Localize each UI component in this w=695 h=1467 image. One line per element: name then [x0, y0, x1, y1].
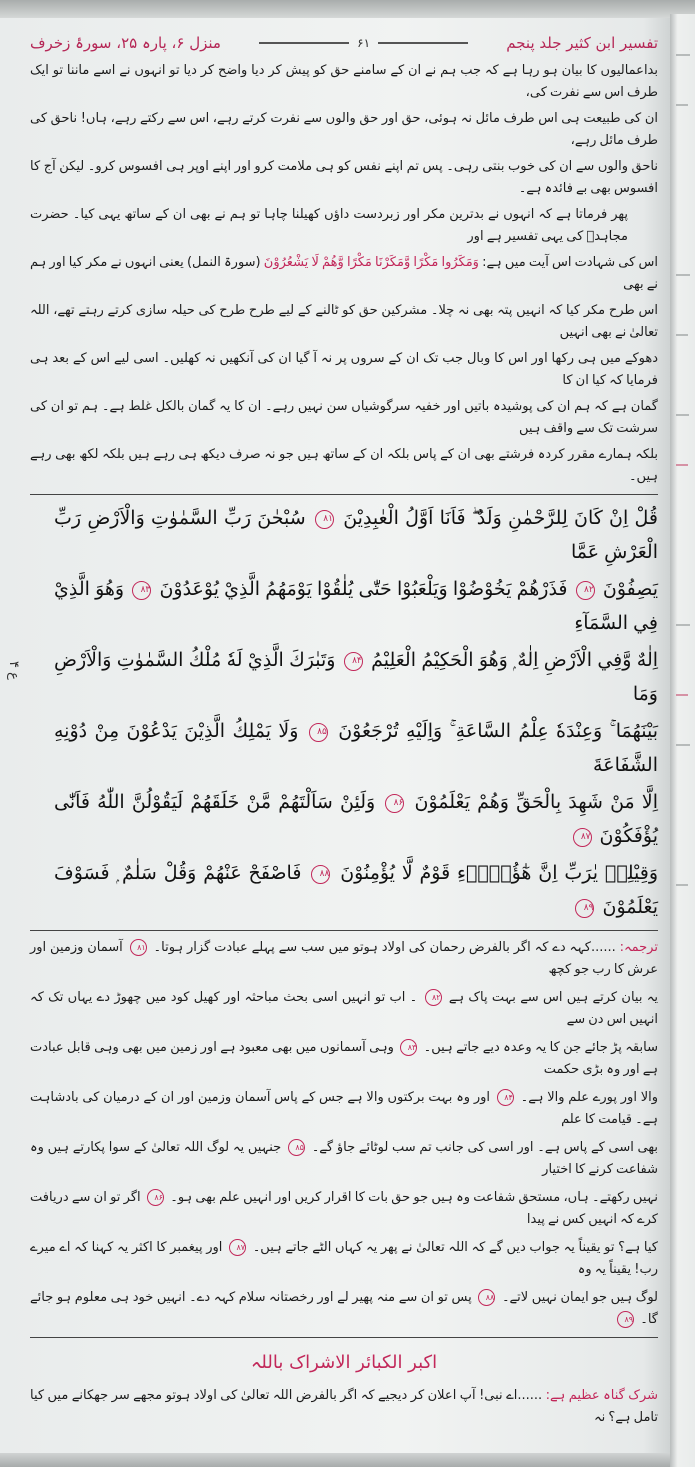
translation-line	[30, 937, 658, 981]
adjacent-text-fragment	[676, 54, 690, 56]
commentary-line	[30, 300, 658, 344]
verse-line	[54, 785, 658, 853]
final-line	[30, 1385, 658, 1429]
book-page	[0, 18, 670, 1453]
text-run: يَصِفُوْنَ	[602, 578, 659, 600]
translation-line	[30, 1187, 658, 1231]
ayah-number-marker: ۸۳	[132, 581, 151, 600]
translation-line	[30, 987, 658, 1031]
commentary-line	[30, 204, 658, 248]
commentary-line	[30, 60, 658, 104]
text-run: اس طرح مکر کیا کہ انہیں پتہ بھی نہ چلا۔ مشرکین حق کو ٹالنے کے لیے طرح طرح کی حیلہ سازی کرتے رہتے تھے، اللہ تعالیٰ نے بھی انہیں	[30, 303, 658, 340]
adjacent-text-fragment	[676, 334, 688, 336]
text-run: اور وہ بہت برکتوں والا ہے جس کے پاس آسمان وزمین اور ان کے درمیان کی بادشاہت ہے۔ قیامت کا علم	[30, 1090, 658, 1127]
ayah-number-marker: ۸۲	[425, 989, 442, 1006]
page-number: ۶۱	[357, 36, 371, 50]
text-run: اِلٰهٌ وَّفِي الْاَرْضِ اِلٰهٌ ۭ وَهُوَ الْحَكِيْمُ الْعَلِيْمُ	[371, 649, 659, 671]
text-run: سُبْحٰنَ رَبِّ السَّمٰوٰتِ وَالْاَرْضِ رَبِّ الْعَرْشِ عَمَّا	[54, 507, 658, 563]
verse-line	[54, 643, 658, 711]
text-run: فَذَرْهُمْ يَخُوْضُوْا وَيَلْعَبُوْا حَتّٰى يُلٰقُوْا يَوْمَهُمُ الَّذِيْ يُوْعَدُوْنَ	[159, 578, 568, 600]
text-run: یہ بیان کرتے ہیں اس سے بہت پاک ہے	[448, 990, 658, 1005]
text-run: آسمان وزمین اور عرش کا رب جو کچھ	[30, 940, 658, 977]
header-rule	[378, 42, 468, 44]
translation-section	[30, 937, 658, 1331]
text-run: دھوکے میں ہی رکھا اور اس کا وبال جب تک ان کے سروں پر نہ آ گیا ان کی آنکھیں نہ کھلیں۔ اسی لیے اس کے بعد ہی فرمایا کہ کیا ان کا	[30, 351, 658, 388]
ayah-number-marker: ۸۹	[575, 899, 594, 918]
adjacent-text-fragment	[676, 884, 688, 886]
ruku-marker: ع ۴	[6, 661, 21, 680]
text-run: وَلَا يَمْلِكُ الَّذِيْنَ يَدْعُوْنَ مِنْ دُوْنِهِ الشَّفَاعَةَ	[54, 720, 658, 776]
text-run: ناحق والوں سے ان کی خوب بنتی رہی۔ پس تم اپنے نفس کو ہی ملامت کرو اور اپنے اوپر ہی افسوس کرو۔ لیکن آج کا افسوس بھی بے فائدہ ہے۔	[30, 159, 658, 196]
running-title: تفسیر ابن کثیر جلد پنجم	[506, 34, 658, 52]
adjacent-text-fragment	[676, 694, 688, 696]
text-run: وَتَبٰرَكَ الَّذِيْ لَهٗ مُلْكُ السَّمٰوٰتِ وَالْاَرْضِ وَمَا	[54, 649, 658, 705]
commentary-line	[30, 108, 658, 152]
ayah-number-marker: ۸۱	[315, 510, 334, 529]
adjacent-text-fragment	[676, 464, 688, 466]
adjacent-text-fragment	[676, 624, 690, 626]
section-divider	[30, 494, 658, 495]
adjacent-text-fragment	[676, 744, 690, 746]
text-run: والا اور پورے علم والا ہے۔	[520, 1090, 659, 1105]
ayah-number-marker: ۸۳	[400, 1039, 417, 1056]
text-run: وَقِيْلِهٖ يٰرَبِّ اِنَّ هٰٓؤُلَاۗءِ قَوْمٌ لَّا يُؤْمِنُوْنَ	[340, 862, 659, 884]
text-run: بلکہ ہمارے مقرر کردہ فرشتے بھی ان کے پاس بلکہ ان کے ساتھ ہیں جو نہ صرف دیکھ ہی رہے ہیں بلکہ لکھ بھی رہے ہیں۔	[30, 447, 658, 484]
section-heading: اکبر الکبائر الاشراک باللہ	[250, 1352, 438, 1373]
text-run: وَلَئِنْ سَاَلْتَهُمْ مَّنْ خَلَقَهُمْ لَيَقُوْلُنَّ اللّٰهُ فَاَنّٰى يُؤْفَكُوْنَ	[54, 791, 658, 847]
ayah-number-marker: ۸۷	[229, 1239, 246, 1256]
commentary-line	[30, 156, 658, 200]
text-run: جنہیں یہ لوگ اللہ تعالیٰ کے سوا پکارتے ہیں وہ شفاعت کرنے کا اختیار	[30, 1140, 658, 1177]
translation-line	[30, 1237, 658, 1281]
commentary-line	[30, 444, 658, 488]
text-run: اور پیغمبر کا اکثر یہ کہنا کہ اے میرے رب! یقیناً یہ وہ	[30, 1240, 658, 1277]
text-run: لوگ ہیں جو ایمان نہیں لاتے۔	[501, 1290, 659, 1305]
final-paragraph	[30, 1385, 658, 1429]
text-run: فَاصْفَحْ عَنْهُمْ وَقُلْ سَلٰمٌ ۭ فَسَوْفَ يَعْلَمُوْنَ	[54, 862, 658, 918]
ayah-number-marker: ۸۸	[478, 1289, 495, 1306]
commentary-line	[30, 396, 658, 440]
ayah-number-marker: ۸۷	[573, 828, 592, 847]
verse-line	[54, 572, 658, 640]
translation-line	[30, 1037, 658, 1081]
running-header	[30, 34, 658, 52]
ayah-number-marker: ۸۴	[344, 652, 363, 671]
text-run: بداعمالیوں کا بیان ہو رہا ہے کہ جب ہم نے ان کے سامنے حق کو پیش کر دیا واضح کر دیا تو انہوں نے اسے ماننا تو ایک طرف اس سے نفرت کی،	[30, 63, 658, 100]
adjacent-text-fragment	[676, 104, 688, 106]
text-run: (سورۃ النمل) یعنی انہوں نے مکر کیا اور ہم نے بھی	[30, 255, 658, 292]
ayah-number-marker: ۸۸	[311, 865, 330, 884]
text-run: بھی اسی کے پاس ہے۔ اور اسی کی جانب تم سب لوٹائے جاؤ گے۔	[311, 1140, 658, 1155]
header-rule	[259, 42, 349, 44]
text-run: ۔ اب تو انہیں اسی بحث مباحثہ اور کھیل کود میں چھوڑ دے یہاں تک کہ انہیں اس دن سے	[30, 990, 658, 1027]
text-run: گمان ہے کہ ہم ان کی پوشیدہ باتیں اور خفیہ سرگوشیاں سن نہیں رہے۔ ان کا یہ گمان بالکل غلط ہے۔ ہم تو ان کی سرشت تک سے واقف ہیں	[30, 399, 658, 436]
ayah-number-marker: ۸۶	[385, 794, 404, 813]
adjacent-text-fragment	[676, 274, 690, 276]
commentary-line	[30, 348, 658, 392]
photo-bottom-shadow	[0, 1453, 695, 1467]
verse-line	[54, 501, 658, 569]
translation-line	[30, 1087, 658, 1131]
running-location: منزل ۶، پارہ ۲۵، سورۂ زخرف	[30, 34, 221, 52]
ayah-number-marker: ۸۵	[288, 1139, 305, 1156]
ayah-number-marker: ۸۱	[130, 939, 147, 956]
text-run: اِلَّا مَنْ شَهِدَ بِالْحَقِّ وَهُمْ يَعْلَمُوْنَ	[414, 791, 658, 813]
section-divider	[30, 930, 658, 931]
text-run: پھر فرماتا ہے کہ انہوں نے بدترین مکر اور زبردست داؤں کھیلنا چاہا تو ہم نے بھی ان کے ساتھ یہی کیا۔ حضرت مجاہدؒ کی یہی تفسیر ہے اور	[30, 207, 628, 244]
highlighted-text: ترجمہ:	[615, 940, 658, 955]
text-run: وہی آسمانوں میں بھی معبود ہے اور زمین میں بھی وہی قابل عبادت ہے اور وہ بڑی حکمت	[30, 1040, 658, 1077]
highlighted-text: شرک گناہ عظیم ہے:	[542, 1388, 659, 1403]
translation-line	[30, 1137, 658, 1181]
text-run: پس تو ان سے منہ پھیر لے اور رخصتانہ سلام کہہ دے۔ انہیں خود ہی معلوم ہو جائے گا۔	[30, 1290, 658, 1327]
adjacent-text-fragment	[676, 414, 689, 416]
header-center	[259, 36, 468, 50]
text-run: ......کہہ دے کہ اگر بالفرض رحمان کی اولاد ہوتو میں سب سے پہلے عبادت گزار ہوتا۔	[153, 940, 616, 955]
quran-verses-block	[6, 501, 659, 924]
text-run: اس کی شہادت اس آیت میں ہے:	[478, 255, 658, 270]
ayah-number-marker: ۸۴	[497, 1089, 514, 1106]
text-run: ......اے نبی! آپ اعلان کر دیجیے کہ اگر بالفرض اللہ تعالیٰ کی اولاد ہوتو مجھے سر جھکانے میں کیا تامل ہے؟ نہ	[30, 1388, 658, 1425]
text-run: سابقہ پڑ جائے جن کا یہ وعدہ دیے جاتے ہیں۔	[423, 1040, 658, 1055]
ayah-number-marker: ۸۲	[576, 581, 595, 600]
photo-top-shadow	[0, 0, 695, 18]
text-run: ان کی طبیعت ہی اس طرف مائل نہ ہوئی، حق اور حق والوں سے نفرت کرتے رہے، اس سے رکتے رہے، ہاں! ناحق کی طرف مائل رہے،	[30, 111, 658, 148]
commentary-section	[30, 60, 658, 488]
section-divider	[30, 1337, 658, 1338]
ayah-number-marker: ۸۶	[147, 1189, 164, 1206]
adjacent-page-edge	[670, 14, 695, 1467]
text-run: وَهُوَ الَّذِيْ فِي السَّمَآءِ	[54, 578, 658, 634]
verse-line	[54, 714, 658, 782]
text-run: بَيْنَهُمَا ۚ وَعِنْدَهٗ عِلْمُ السَّاعَةِ ۚ وَاِلَيْهِ تُرْجَعُوْنَ	[338, 720, 658, 742]
commentary-line	[30, 252, 658, 296]
text-run: نہیں رکھتے۔ ہاں، مستحق شفاعت وہ ہیں جو حق بات کا اقرار کریں اور انہیں علم بھی ہو۔	[170, 1190, 658, 1205]
text-run: کیا ہے؟ تو یقیناً یہ جواب دیں گے کہ اللہ تعالیٰ نے پھر یہ کہاں الٹے جاتے ہیں۔	[252, 1240, 658, 1255]
ayah-number-marker: ۸۹	[617, 1311, 634, 1328]
ayah-number-marker: ۸۵	[309, 723, 328, 742]
highlighted-text: وَمَكَرُوا مَكْرًا وَّمَكَرْنَا مَكْرًا وَّهُمْ لَا يَشْعُرُوْنَ	[263, 255, 479, 270]
text-run: اگر تو ان سے دریافت کرے کہ انہیں کس نے پیدا	[30, 1190, 658, 1227]
text-run: قُلْ اِنْ كَانَ لِلرَّحْمٰنِ وَلَدٌ ۖ فَاَنَا اَوَّلُ الْعٰبِدِيْنَ	[343, 507, 658, 529]
verse-line	[54, 856, 658, 924]
translation-line	[30, 1287, 658, 1331]
